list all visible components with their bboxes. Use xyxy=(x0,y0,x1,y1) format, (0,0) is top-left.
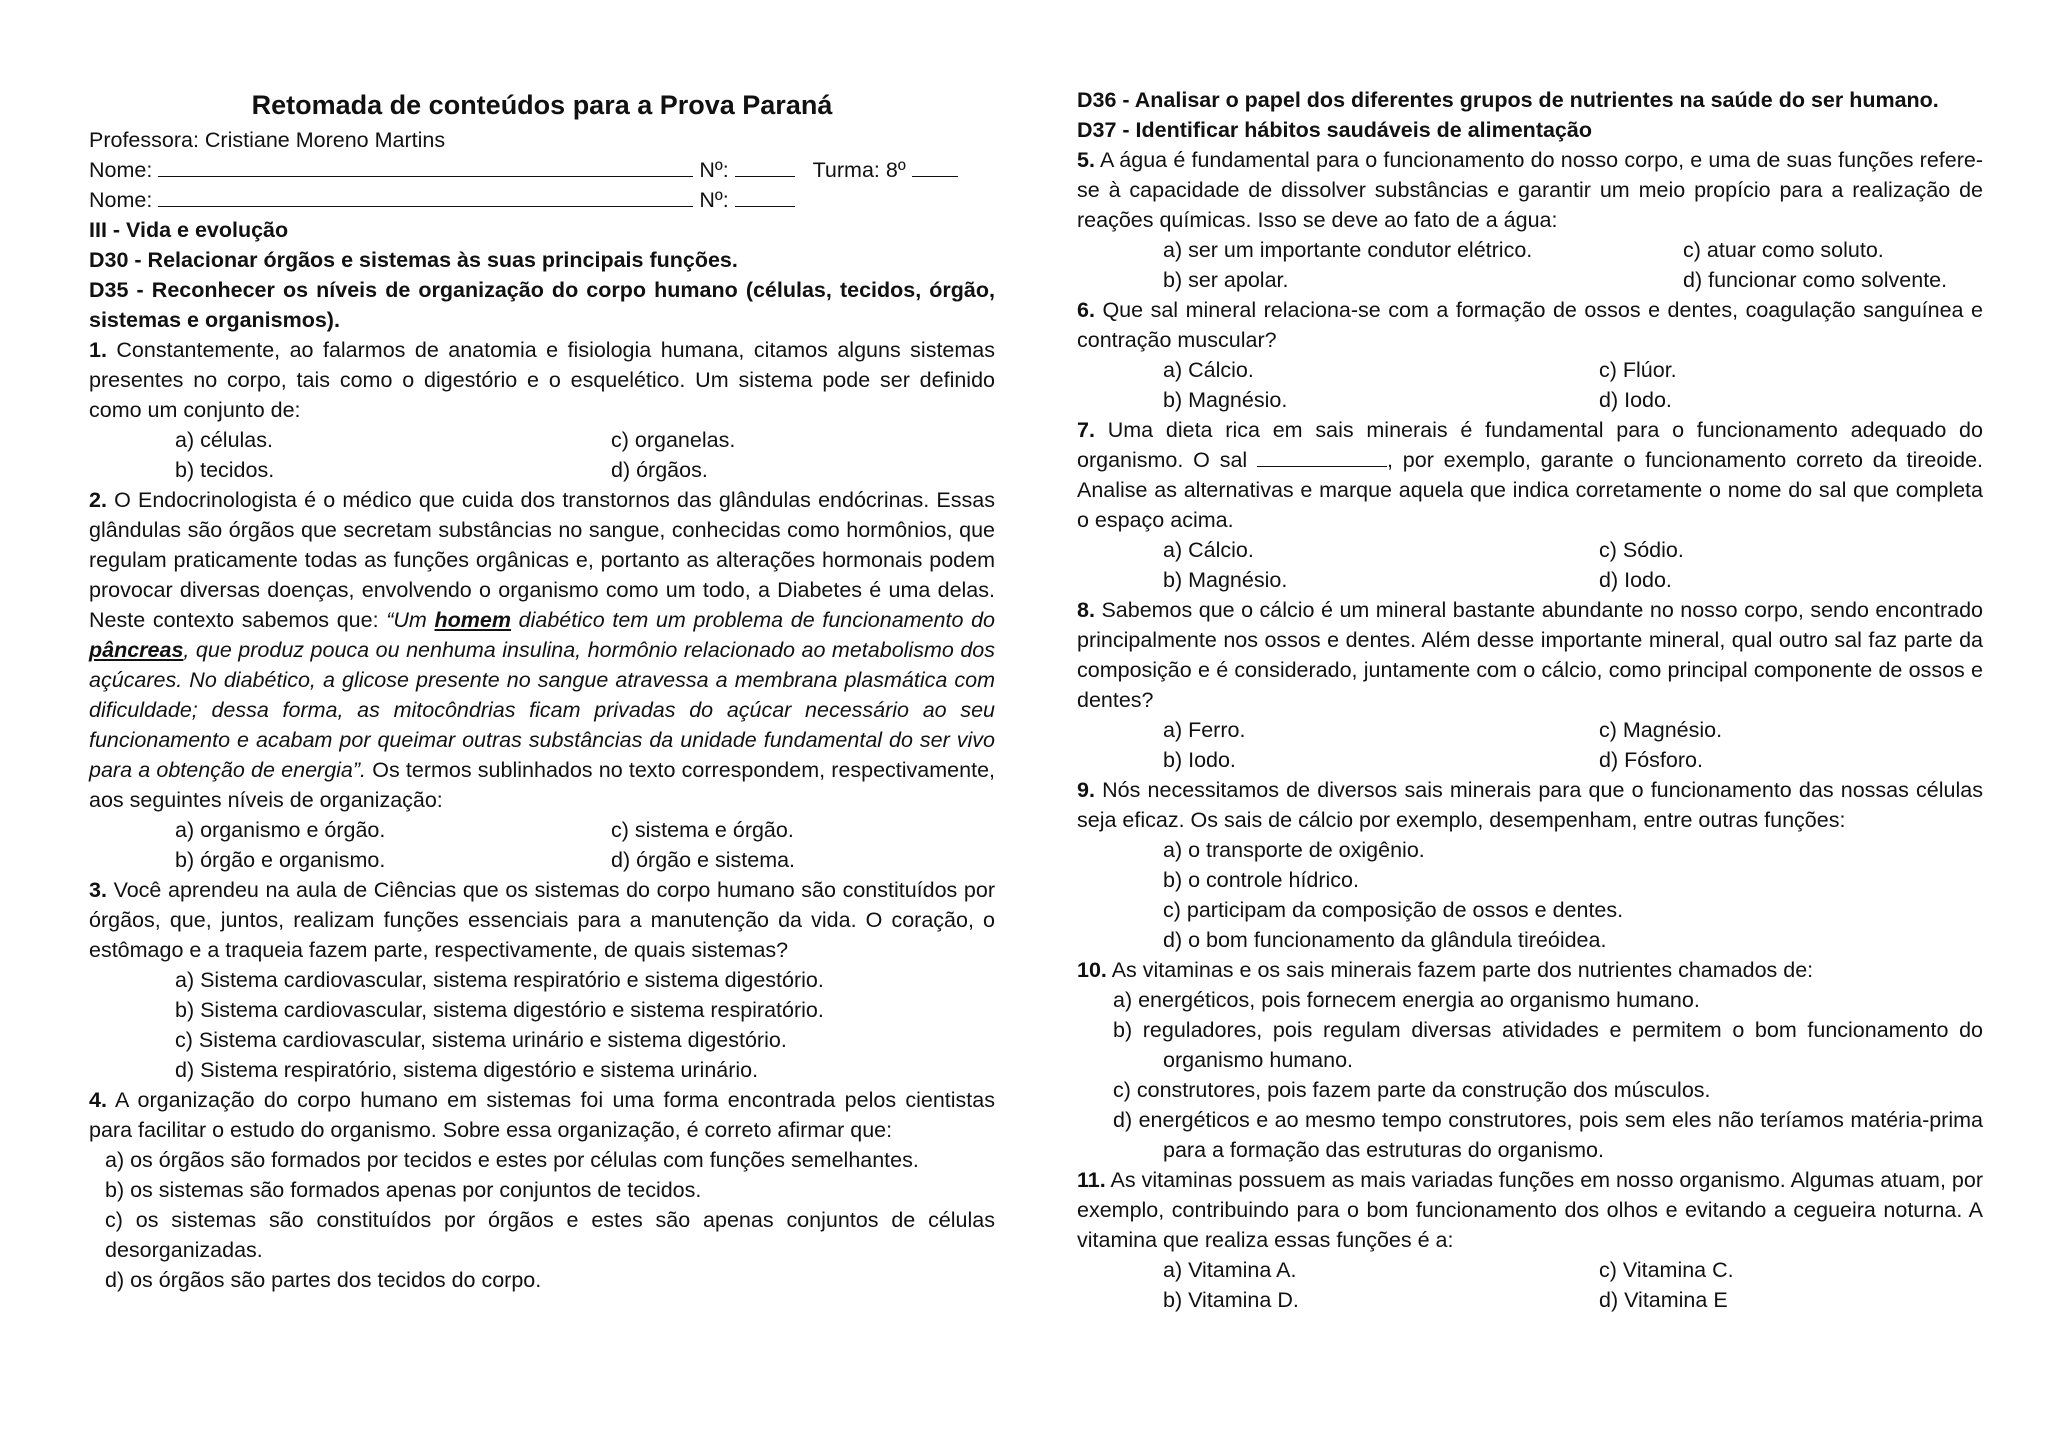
option-c[interactable]: c) construtores, pois fazem parte da construção dos músculos. xyxy=(1113,1078,1711,1102)
descriptor-d36: D36 - Analisar o papel dos diferentes grupos de nutrientes na saúde do ser humano. xyxy=(1077,88,1939,112)
option-a[interactable]: a) organismo e órgão. xyxy=(175,818,386,842)
option-a[interactable]: a) energéticos, pois fornecem energia ao organismo humano. xyxy=(1113,988,1700,1012)
question-number: 11. xyxy=(1077,1168,1106,1192)
option-c[interactable]: c) participam da composição de ossos e dentes. xyxy=(1163,898,1624,922)
question-text: Que sal mineral relaciona-se com a formação de ossos e dentes, coagulação sanguínea e contração muscular? xyxy=(1077,298,1983,352)
question-7 xyxy=(1077,415,1983,535)
question-2 xyxy=(89,485,995,815)
option-c[interactable]: c) Flúor. xyxy=(1599,358,1677,382)
question-1-options xyxy=(89,425,995,485)
question-text: O Endocrinologista é o médico que cuida dos transtornos das glândulas endócrinas. Essas glândulas são órgãos que secretam substâncias no sangue, conhecidas como hormônios, que regulam praticamente todas as funções orgânicas e, portanto as alterações hormonais podem provocar diversas doenças, envolvendo o organismo como um todo, a Diabetes é uma delas. Neste contexto sabemos que: xyxy=(89,488,995,632)
question-number: 4. xyxy=(89,1088,107,1112)
option-a[interactable]: a) Ferro. xyxy=(1163,718,1246,742)
question-5-options xyxy=(1077,235,1983,295)
option-d[interactable]: d) Iodo. xyxy=(1599,568,1672,592)
option-c[interactable]: c) atuar como soluto. xyxy=(1683,238,1884,262)
number-blank[interactable] xyxy=(735,158,795,177)
descriptor-d30: D30 - Relacionar órgãos e sistemas às suas principais funções. xyxy=(89,248,738,272)
number-label: Nº: xyxy=(699,158,729,182)
question-text: Sabemos que o cálcio é um mineral bastante abundante no nosso corpo, sendo encontrado principalmente nos ossos e dentes. Além desse importante mineral, qual outro sal faz parte da composição e é considerado, juntamente com o cálcio, como principal componente de ossos e dentes? xyxy=(1077,598,1984,712)
option-b[interactable]: b) ser apolar. xyxy=(1163,268,1289,292)
descriptor-d37: D37 - Identificar hábitos saudáveis de alimentação xyxy=(1077,118,1592,142)
question-3-options xyxy=(89,965,995,1085)
option-d[interactable]: d) Fósforo. xyxy=(1599,748,1703,772)
teacher-line: Professora: Cristiane Moreno Martins xyxy=(89,128,446,152)
question-3 xyxy=(89,875,995,965)
name-line-1 xyxy=(89,155,995,185)
option-d[interactable]: d) energéticos e ao mesmo tempo construtores, pois sem eles não teríamos matéria-prima para a formação das estruturas do organismo. xyxy=(1113,1108,1983,1162)
option-a[interactable]: a) Vitamina A. xyxy=(1163,1258,1297,1282)
question-number: 6. xyxy=(1077,298,1095,322)
name-line-2 xyxy=(89,185,995,215)
option-a[interactable]: a) Cálcio. xyxy=(1163,358,1254,382)
question-text: , por exemplo, garante o funcionamento correto da tireoide. Analise as alternativas e marque aquela que indica corretamente o nome do sal que completa o espaço acima. xyxy=(1077,448,1984,532)
question-2-options xyxy=(89,815,995,875)
question-text: Você aprendeu na aula de Ciências que os sistemas do corpo humano são constituídos por órgãos, que, juntos, realizam funções essenciais para a manutenção da vida. O coração, o estômago e a traqueia fazem parte, respectivamente, de quais sistemas? xyxy=(89,878,995,962)
question-text: As vitaminas possuem as mais variadas funções em nosso organismo. Algumas atuam, por exemplo, contribuindo para o bom funcionamento dos olhos e evitando a cegueira noturna. A vitamina que realiza essas funções é a: xyxy=(1077,1168,1983,1252)
option-d[interactable]: d) Vitamina E xyxy=(1599,1288,1728,1312)
option-c[interactable]: c) Sódio. xyxy=(1599,538,1684,562)
option-c[interactable]: c) Magnésio. xyxy=(1599,718,1723,742)
section-heading: III - Vida e evolução xyxy=(89,218,289,242)
question-5 xyxy=(1077,145,1983,235)
option-b[interactable]: b) Magnésio. xyxy=(1163,568,1288,592)
question-text: As vitaminas e os sais minerais fazem parte dos nutrientes chamados de: xyxy=(1111,958,1814,982)
option-c[interactable]: c) organelas. xyxy=(611,428,736,452)
option-b[interactable]: b) reguladores, pois regulam diversas atividades e permitem o bom funcionamento do organismo humano. xyxy=(1113,1018,1983,1072)
quote-text: “Um xyxy=(386,608,435,632)
question-number: 1. xyxy=(89,338,107,362)
question-7-options xyxy=(1077,535,1983,595)
question-10 xyxy=(1077,955,1983,985)
question-4-options xyxy=(89,1145,995,1295)
option-d[interactable]: d) o bom funcionamento da glândula tireóidea. xyxy=(1163,928,1607,952)
number-blank[interactable] xyxy=(735,188,795,207)
fill-blank[interactable] xyxy=(1257,448,1387,467)
quote-text: diabético tem um problema de funcionamento do xyxy=(510,608,995,632)
question-number: 10. xyxy=(1077,958,1107,982)
name-label: Nome: xyxy=(89,188,153,212)
option-d[interactable]: d) órgãos. xyxy=(611,458,708,482)
question-9 xyxy=(1077,775,1983,835)
name-blank[interactable] xyxy=(158,188,693,207)
option-a[interactable]: a) células. xyxy=(175,428,273,452)
descriptor-d35: D35 - Reconhecer os níveis de organização do corpo humano (células, tecidos, órgão, sistemas e organismos). xyxy=(89,278,995,332)
option-c[interactable]: c) os sistemas são constituídos por órgãos e estes são apenas conjuntos de células desorganizadas. xyxy=(105,1208,995,1262)
question-number: 2. xyxy=(89,488,107,512)
option-b[interactable]: b) órgão e organismo. xyxy=(175,848,386,872)
question-number: 5. xyxy=(1077,148,1095,172)
option-d[interactable]: d) Iodo. xyxy=(1599,388,1672,412)
option-a[interactable]: a) os órgãos são formados por tecidos e estes por células com funções semelhantes. xyxy=(105,1148,919,1172)
option-d[interactable]: d) funcionar como solvente. xyxy=(1683,268,1948,292)
option-c[interactable]: c) sistema e órgão. xyxy=(611,818,794,842)
option-d[interactable]: d) órgão e sistema. xyxy=(611,848,796,872)
question-11-options xyxy=(1077,1255,1983,1315)
question-number: 3. xyxy=(89,878,107,902)
option-b[interactable]: b) Vitamina D. xyxy=(1163,1288,1299,1312)
class-blank[interactable] xyxy=(912,158,958,177)
question-11 xyxy=(1077,1165,1983,1255)
underlined-term: homem xyxy=(434,608,511,632)
question-9-options xyxy=(1077,835,1983,955)
option-c[interactable]: c) Sistema cardiovascular, sistema urinário e sistema digestório. xyxy=(175,1028,787,1052)
option-a[interactable]: a) o transporte de oxigênio. xyxy=(1163,838,1425,862)
option-b[interactable]: b) o controle hídrico. xyxy=(1163,868,1359,892)
option-d[interactable]: d) os órgãos são partes dos tecidos do corpo. xyxy=(105,1268,542,1292)
name-blank[interactable] xyxy=(158,158,693,177)
question-1 xyxy=(89,335,995,425)
quote-text: , que produz pouca ou nenhuma insulina, hormônio relacionado ao metabolismo dos açúcares. No diabético, a glicose presente no sangue atravessa a membrana plasmática com dificuldade; dessa forma, as mitocôndrias ficam privadas do açúcar necessário ao seu funcionamento e acabam por queimar outras substâncias da unidade fundamental do ser vivo para a obtenção de energia”. xyxy=(89,638,995,782)
option-c[interactable]: c) Vitamina C. xyxy=(1599,1258,1734,1282)
underlined-term: pâncreas xyxy=(89,638,184,662)
question-8-options xyxy=(1077,715,1983,775)
option-d[interactable]: d) Sistema respiratório, sistema digestório e sistema urinário. xyxy=(175,1058,759,1082)
question-6 xyxy=(1077,295,1983,355)
question-6-options xyxy=(1077,355,1983,415)
option-a[interactable]: a) Cálcio. xyxy=(1163,538,1254,562)
question-number: 8. xyxy=(1077,598,1095,622)
question-text: A organização do corpo humano em sistemas foi uma forma encontrada pelos cientistas para facilitar o estudo do organismo. Sobre essa organização, é correto afirmar que: xyxy=(89,1088,995,1142)
name-label: Nome: xyxy=(89,158,153,182)
question-number: 7. xyxy=(1077,418,1095,442)
right-column xyxy=(1077,85,1983,1315)
question-text: Os termos sublinhados no texto correspondem, respectivamente, aos seguintes níveis de organização: xyxy=(89,758,995,812)
question-text: Constantemente, ao falarmos de anatomia e fisiologia humana, citamos alguns sistemas presentes no corpo, tais como o digestório e o esquelético. Um sistema pode ser definido como um conjunto de: xyxy=(89,338,995,422)
left-column xyxy=(89,85,995,1295)
option-b[interactable]: b) tecidos. xyxy=(175,458,275,482)
option-b[interactable]: b) os sistemas são formados apenas por conjuntos de tecidos. xyxy=(105,1178,702,1202)
option-b[interactable]: b) Sistema cardiovascular, sistema digestório e sistema respiratório. xyxy=(175,998,824,1022)
question-text: Nós necessitamos de diversos sais minerais para que o funcionamento das nossas células seja eficaz. Os sais de cálcio por exemplo, desempenham, entre outras funções: xyxy=(1077,778,1983,832)
question-8 xyxy=(1077,595,1983,715)
class-label: Turma: 8º xyxy=(812,158,906,182)
question-text: Uma dieta rica em sais minerais é fundamental para o funcionamento adequado do organismo. O sal xyxy=(1077,418,1983,472)
number-label: Nº: xyxy=(699,188,729,212)
question-number: 9. xyxy=(1077,778,1095,802)
option-a[interactable]: a) Sistema cardiovascular, sistema respiratório e sistema digestório. xyxy=(175,968,824,992)
question-4 xyxy=(89,1085,995,1145)
question-10-options xyxy=(1077,985,1983,1165)
page-title: Retomada de conteúdos para a Prova Paraná xyxy=(251,90,833,120)
question-text: A água é fundamental para o funcionamento do nosso corpo, e uma de suas funções refere-se à capacidade de dissolver substâncias e garantir um meio propício para a realização de reações químicas. Isso se deve ao fato de a água: xyxy=(1077,148,1983,232)
option-a[interactable]: a) ser um importante condutor elétrico. xyxy=(1163,238,1533,262)
option-b[interactable]: b) Magnésio. xyxy=(1163,388,1288,412)
option-b[interactable]: b) Iodo. xyxy=(1163,748,1236,772)
